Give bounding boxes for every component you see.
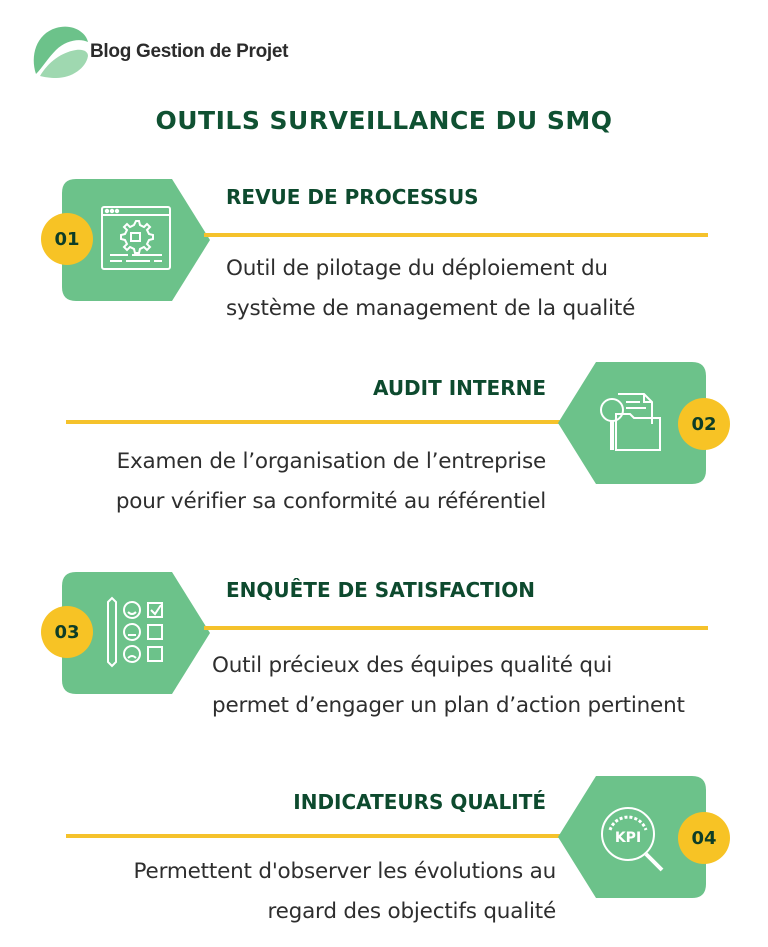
divider-line bbox=[204, 233, 708, 237]
satisfaction-survey-icon bbox=[98, 594, 174, 670]
logo bbox=[28, 22, 328, 82]
description-line: Permettent d'observer les évolutions au bbox=[133, 859, 556, 884]
section-title: REVUE DE PROCESSUS bbox=[226, 185, 479, 209]
step-number-badge: 02 bbox=[678, 398, 730, 450]
description-line: système de management de la qualité bbox=[226, 296, 636, 321]
audit-folder-icon bbox=[594, 384, 670, 460]
section-indicateurs-qualite bbox=[0, 776, 768, 946]
description-line: Examen de l’organisation de l’entreprise bbox=[116, 449, 546, 474]
divider-line bbox=[204, 626, 708, 630]
section-audit-interne bbox=[0, 362, 768, 532]
brand-name: Blog Gestion de Projet bbox=[90, 41, 289, 62]
page-title: OUTILS SURVEILLANCE DU SMQ bbox=[155, 106, 613, 135]
section-description bbox=[226, 249, 635, 329]
section-revue-de-processus bbox=[0, 175, 768, 345]
description-line: pour vérifier sa conformité au référentiel bbox=[115, 489, 546, 514]
section-title: AUDIT INTERNE bbox=[372, 376, 546, 400]
step-number-badge: 03 bbox=[41, 606, 93, 658]
section-description bbox=[134, 852, 556, 932]
section-title: ENQUÊTE DE SATISFACTION bbox=[226, 578, 535, 602]
section-description bbox=[212, 646, 685, 726]
description-line: regard des objectifs qualité bbox=[267, 899, 556, 924]
svg-text:KPI: KPI bbox=[614, 830, 642, 846]
step-number-badge: 04 bbox=[678, 812, 730, 864]
leaf-logo-icon bbox=[28, 22, 90, 80]
divider-line bbox=[66, 420, 566, 424]
section-title: INDICATEURS QUALITÉ bbox=[293, 790, 546, 814]
description-line: Outil de pilotage du déploiement du bbox=[226, 256, 608, 281]
section-enquete-de-satisfaction bbox=[0, 568, 768, 738]
description-line: permet d’engager un plan d’action pertinent bbox=[212, 693, 685, 718]
divider-line bbox=[66, 834, 566, 838]
process-review-icon bbox=[98, 201, 174, 277]
step-number-badge: 01 bbox=[41, 213, 93, 265]
description-line: Outil précieux des équipes qualité qui bbox=[212, 653, 613, 678]
section-description bbox=[116, 442, 546, 522]
kpi-gauge-icon bbox=[594, 798, 670, 874]
